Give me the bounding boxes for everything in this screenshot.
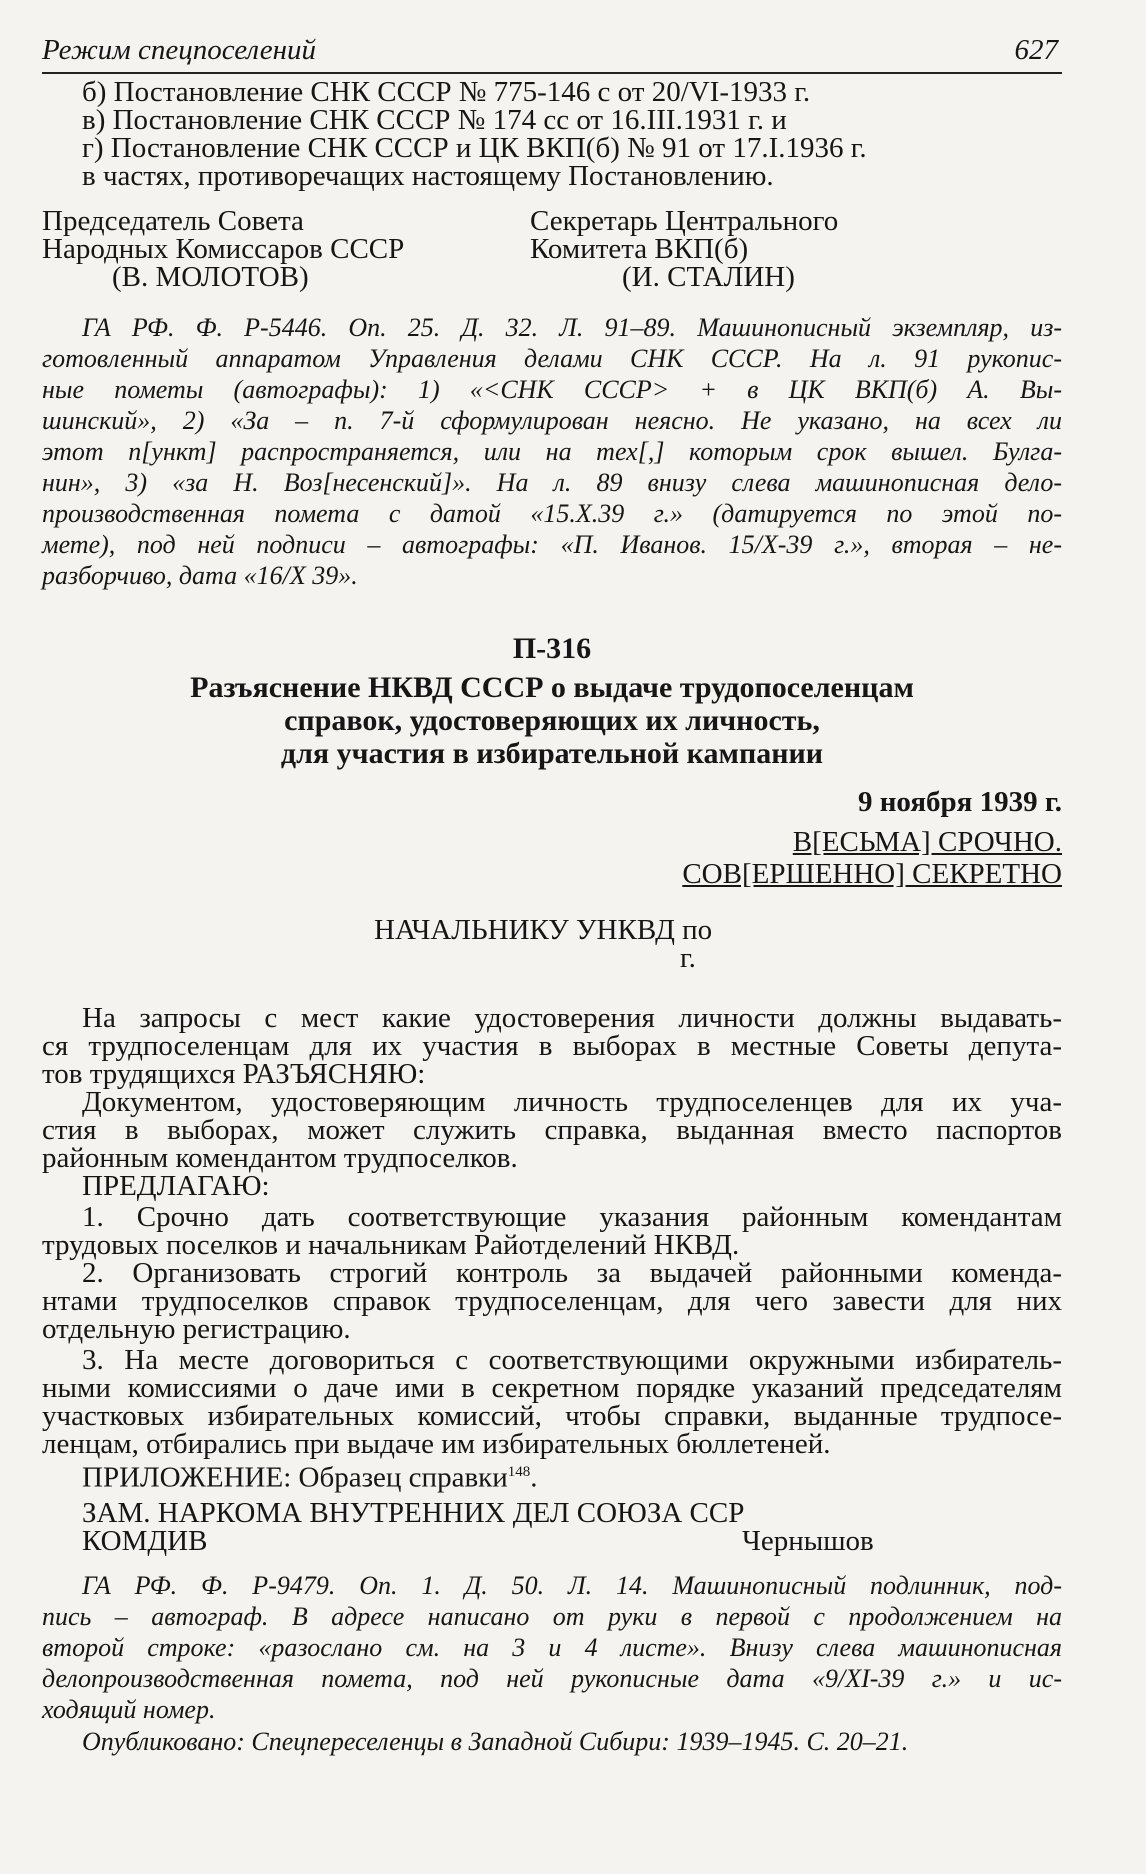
urgency-stamp: В[ЕСЬМА] СРОЧНО. <box>792 826 1062 858</box>
document-title-line: справок, удостоверяющих их личность, <box>284 704 820 737</box>
addressee: НАЧАЛЬНИКУ УНКВД по <box>374 914 713 946</box>
archive-source-line: второй строке: «разослано см. на 3 и 4 листе». Внизу слева машинописная <box>42 1633 1062 1662</box>
body-line: ными комиссиями о даче ими в секретном порядке указаний председателям <box>42 1372 1062 1404</box>
document-date: 9 ноября 1939 г. <box>857 786 1062 818</box>
body-line: стия в выборах, может служить справка, выданная вместо паспортов <box>42 1114 1062 1146</box>
body-line: тов трудящихся РАЗЪЯСНЯЮ: <box>42 1058 426 1090</box>
signature-left-line: Народных Комиссаров СССР <box>42 233 405 265</box>
document-title-line: Разъяснение НКВД СССР о выдаче трудопоселенцам <box>190 671 914 704</box>
signature-rank: КОМДИВ <box>82 1525 208 1557</box>
body-line: районным комендантом трудпоселков. <box>42 1142 518 1174</box>
addressee-city: г. <box>680 942 696 974</box>
document-page <box>42 0 1062 1874</box>
body-line: 3. На месте договориться с соответствующими окружными избиратель- <box>82 1344 1062 1376</box>
signature-left-line: Председатель Совета <box>42 205 304 237</box>
archive-source-line: разборчиво, дата «16/X 39». <box>42 561 358 590</box>
body-line: 1. Срочно дать соответствующие указания районным комендантам <box>82 1201 1062 1233</box>
appendix-text: ПРИЛОЖЕНИЕ: Образец справки <box>82 1461 508 1494</box>
archive-source-line: нин», 3) «за Н. Воз[несенский]». На л. 89 внизу слева машинописная дело- <box>42 468 1062 497</box>
running-title: Режим спецпоселений <box>42 34 317 66</box>
page-number: 627 <box>1014 34 1058 66</box>
archive-source-line: ГА РФ. Ф. Р-5446. Оп. 25. Д. 32. Л. 91–89. Машинописный экземпляр, из- <box>82 313 1062 342</box>
signature-name: Чернышов <box>742 1525 874 1557</box>
footnote-marker: 148 <box>507 1464 531 1480</box>
body-line: трудовых поселков и начальникам Райотделений НКВД. <box>42 1229 740 1261</box>
body-line: 2. Организовать строгий контроль за выдачей районными коменда- <box>82 1257 1062 1289</box>
publication-note: Опубликовано: Спецпереселенцы в Западной Сибири: 1939–1945. С. 20–21. <box>82 1727 909 1756</box>
appendix-line <box>82 1456 538 1494</box>
body-line: ленцам, отбирались при выдаче им избирательных бюллетеней. <box>42 1428 831 1460</box>
running-header <box>42 30 1062 74</box>
signature-position: ЗАМ. НАРКОМА ВНУТРЕННИХ ДЕЛ СОЮЗА ССР <box>82 1497 745 1529</box>
body-line: отдельную регистрацию. <box>42 1313 351 1345</box>
list-item: г) Постановление СНК СССР и ЦК ВКП(б) № 91 от 17.I.1936 г. <box>82 132 867 164</box>
archive-source-line: мете), под ней подписи – автографы: «П. Иванов. 15/X-39 г.», вторая – не- <box>42 530 1062 559</box>
signature-left-name: (В. МОЛОТОВ) <box>112 261 309 293</box>
archive-source-line: ные пометы (автографы): 1) «<СНК СССР> + в ЦК ВКП(б) А. Вы- <box>42 375 1062 404</box>
signature-right-line: Секретарь Центрального <box>530 205 839 237</box>
archive-source-line: готовленный аппаратом Управления делами СНК СССР. На л. 91 рукопис- <box>42 344 1062 373</box>
document-title-line: для участия в избирательной кампании <box>280 737 824 770</box>
archive-source-line: ГА РФ. Ф. Р-9479. Оп. 1. Д. 50. Л. 14. Машинописный подлинник, под- <box>82 1571 1062 1600</box>
list-item: в частях, противоречащих настоящему Постановлению. <box>82 160 774 192</box>
signature-right-name: (И. СТАЛИН) <box>622 261 795 293</box>
body-line: нтами трудпоселков справок трудпоселенцам, для чего завести для них <box>42 1285 1062 1317</box>
archive-source-line: делопроизводственная помета, под ней рукописные дата «9/XI-39 г.» и ис- <box>42 1664 1062 1693</box>
body-line: участковых избирательных комиссий, чтобы справки, выданные трудпосе- <box>42 1400 1062 1432</box>
archive-source-line: этот п[ункт] распространяется, или на тех[,] которым срок вышел. Булга- <box>42 437 1062 466</box>
body-line: ПРЕДЛАГАЮ: <box>82 1170 270 1202</box>
archive-source-line: ходящий номер. <box>42 1695 216 1724</box>
document-number: П-316 <box>512 632 592 665</box>
body-line: На запросы с мест какие удостоверения личности должны выдавать- <box>82 1002 1062 1034</box>
appendix-end: . <box>530 1461 538 1494</box>
body-line: ся трудпоселенцам для их участия в выборах в местные Советы депута- <box>42 1030 1062 1062</box>
signature-right-line: Комитета ВКП(б) <box>530 233 749 265</box>
archive-source-line: шинский», 2) «За – п. 7-й сформулирован неясно. Не указано, на всех ли <box>42 406 1062 435</box>
list-item: в) Постановление СНК СССР № 174 сс от 16.III.1931 г. и <box>82 104 787 136</box>
list-item: б) Постановление СНК СССР № 775-146 с от 20/VI-1933 г. <box>82 76 811 108</box>
secrecy-stamp: СОВ[ЕРШЕННО] СЕКРЕТНО <box>682 858 1062 890</box>
archive-source-line: пись – автограф. В адресе написано от руки в первой с продолжением на <box>42 1602 1062 1631</box>
archive-source-line: производственная помета с датой «15.X.39 г.» (датируется по этой по- <box>42 499 1062 528</box>
body-line: Документом, удостоверяющим личность трудпоселенцев для их уча- <box>82 1086 1062 1118</box>
